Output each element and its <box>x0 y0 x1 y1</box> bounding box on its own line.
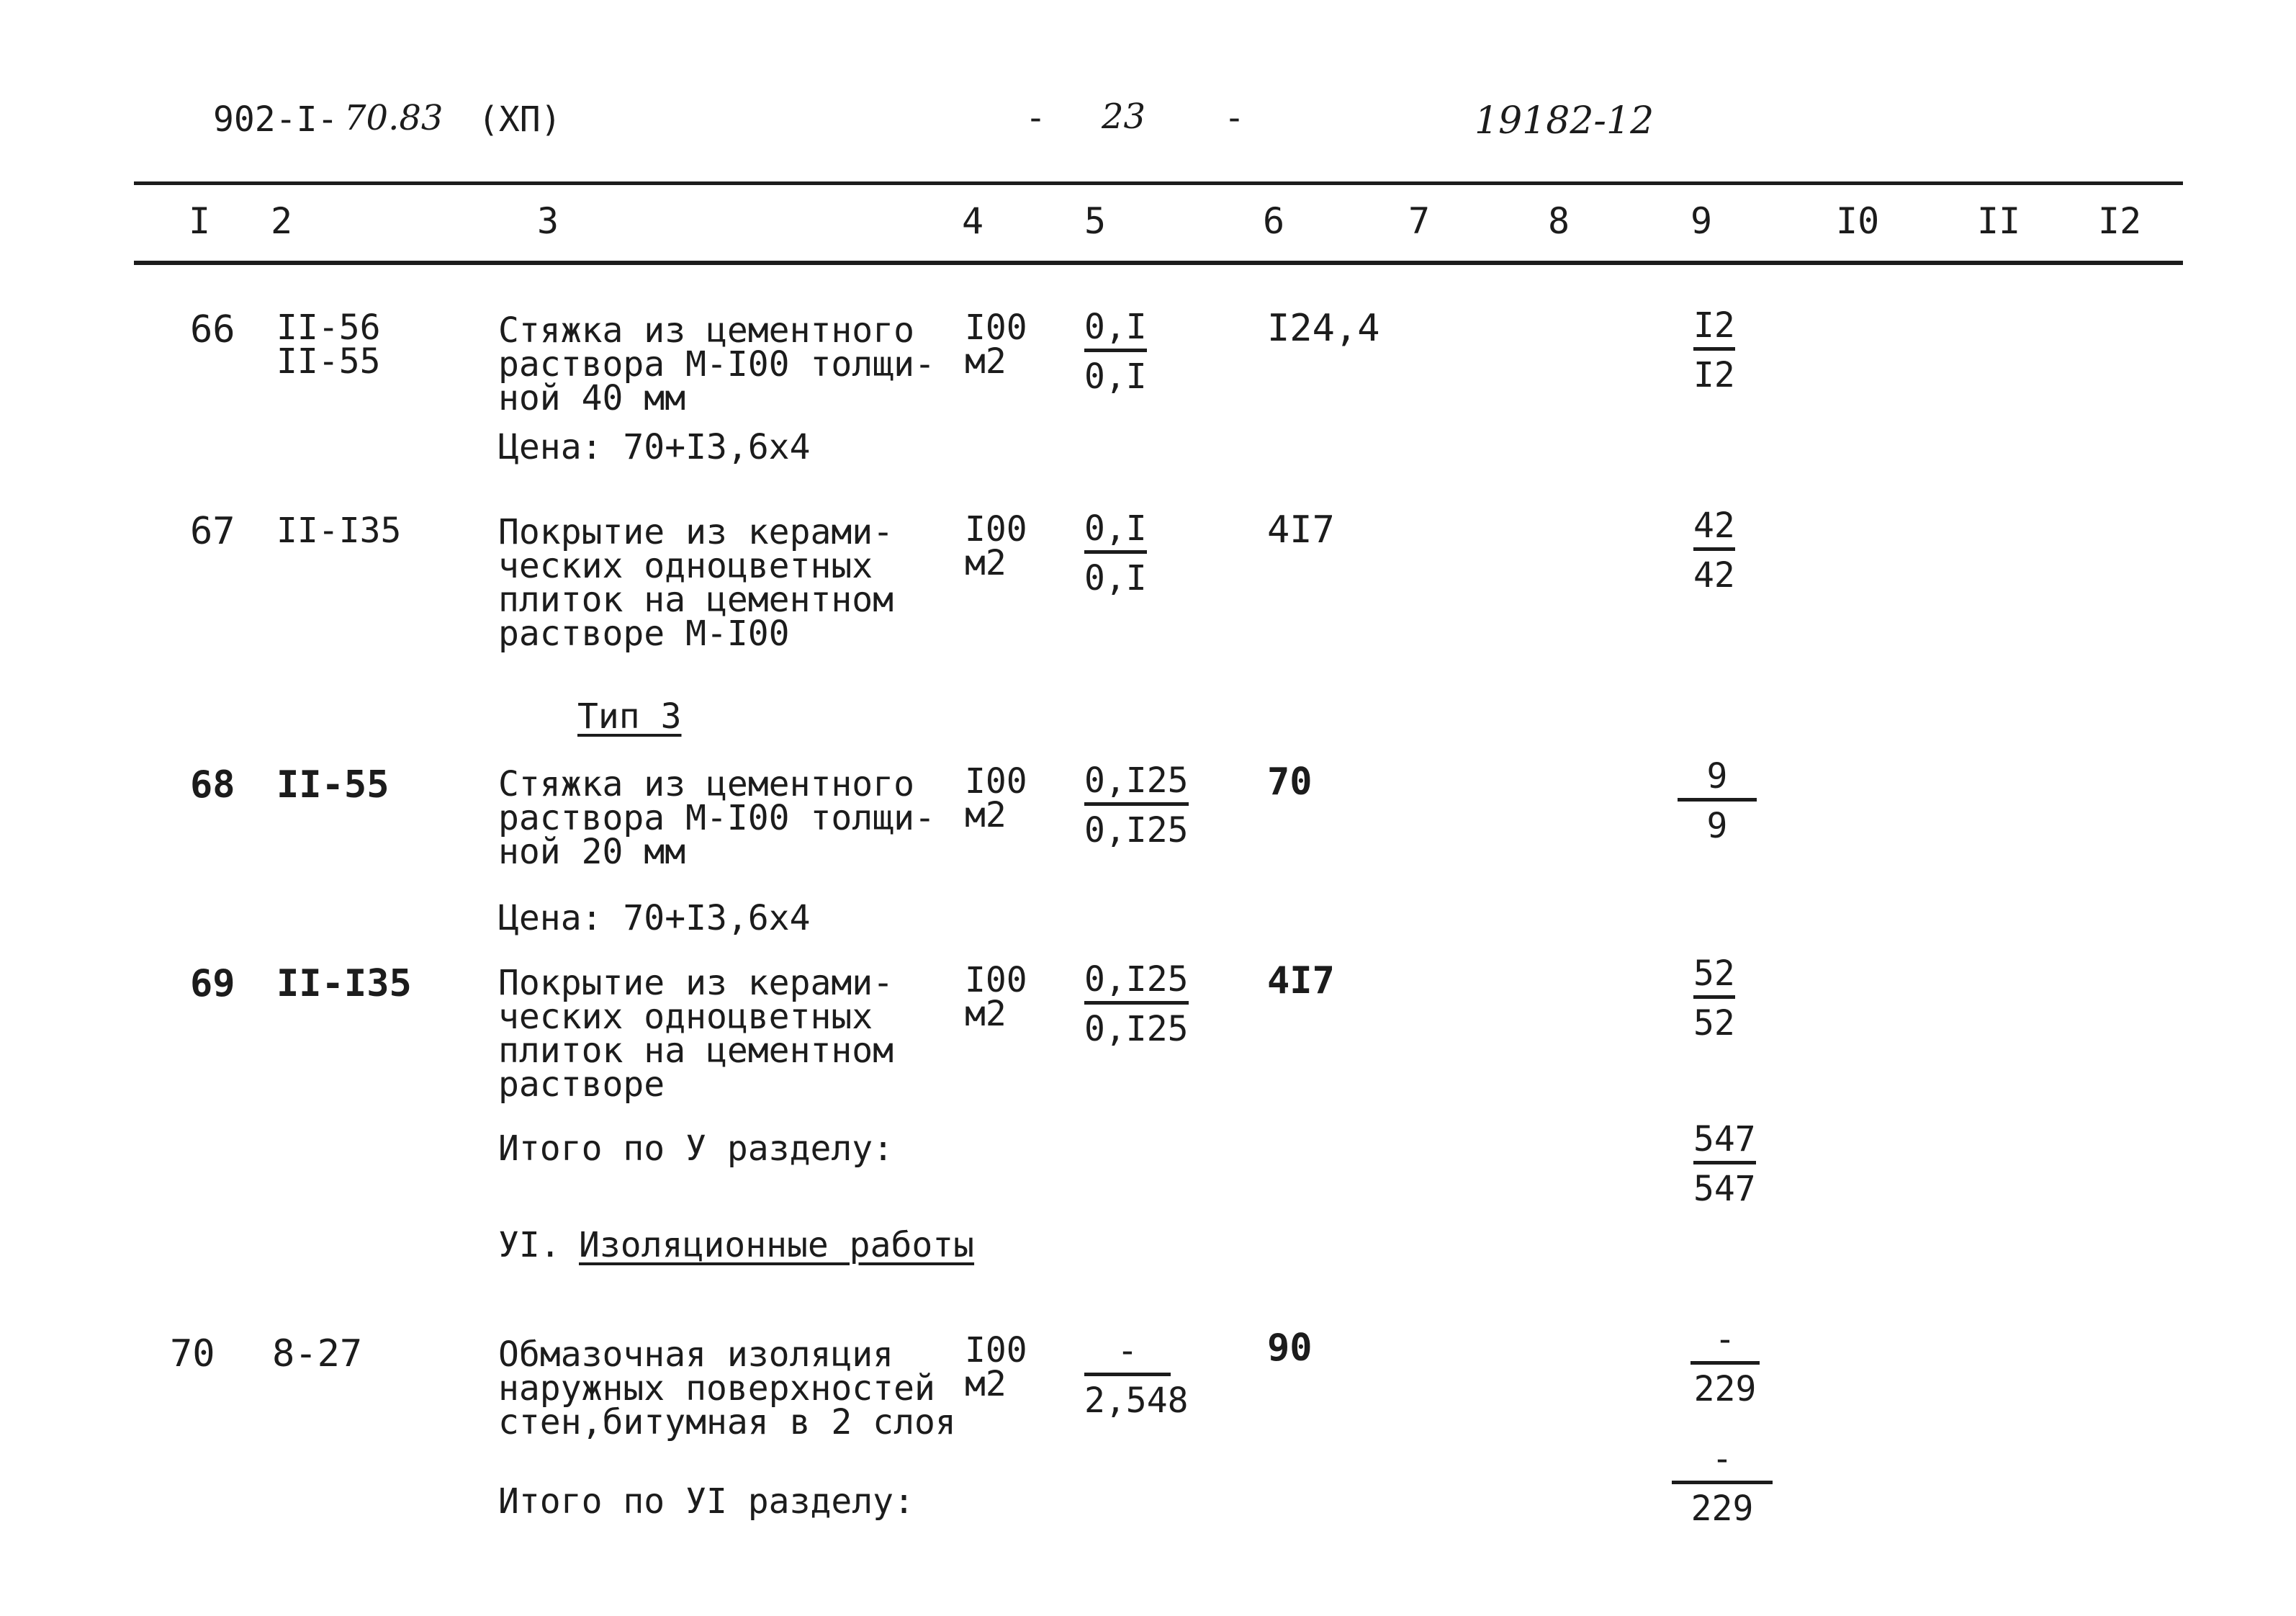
cost-bottom: 52 <box>1693 1003 1735 1043</box>
total-top: - <box>1672 1442 1773 1484</box>
quantity-bottom: 2,548 <box>1084 1381 1189 1421</box>
work-description-line: Обмазочная изоляция <box>498 1334 894 1375</box>
norm-code: II-I35 <box>276 962 412 1005</box>
quantity-fraction <box>1084 307 1147 397</box>
unit-price: I24,4 <box>1267 307 1380 350</box>
work-description-line: плиток на цементном <box>498 580 894 620</box>
column-number: 5 <box>1084 200 1107 242</box>
column-number: I2 <box>2098 200 2142 242</box>
row-number: 69 <box>190 962 235 1005</box>
cost-top: 9 <box>1678 759 1757 802</box>
cost-fraction <box>1691 1319 1760 1409</box>
quantity-top: 0,I25 <box>1084 962 1189 1005</box>
column-number: I <box>189 200 211 242</box>
cost-bottom: 42 <box>1693 555 1735 596</box>
page-dash-left: - <box>1025 98 1046 138</box>
total-label: Итого по У разделу: <box>498 1128 894 1169</box>
unit-line: м2 <box>965 994 1007 1034</box>
section-title: Изоляционные работы <box>579 1225 975 1265</box>
row-number: 67 <box>190 510 235 553</box>
cost-top: I2 <box>1693 308 1735 351</box>
work-description-line: ной 40 мм <box>498 378 686 418</box>
total-label: Итого по УI разделу: <box>498 1481 914 1522</box>
column-number: 2 <box>271 200 293 242</box>
unit-price: 4I7 <box>1267 508 1335 552</box>
work-description-line: раствора М-I00 толщи- <box>498 798 935 838</box>
quantity-fraction <box>1084 760 1189 850</box>
total-top: 547 <box>1693 1122 1756 1164</box>
quantity-bottom: 0,I <box>1084 356 1147 397</box>
total-bottom: 229 <box>1691 1489 1754 1529</box>
norm-code: II-55 <box>276 341 381 382</box>
doc-code: 902-I- <box>213 99 338 140</box>
column-number: 7 <box>1408 200 1431 242</box>
work-description-line: растворе <box>498 1064 665 1105</box>
doc-part: (XП) <box>478 99 562 140</box>
section-number: УI. <box>498 1225 561 1265</box>
cost-bottom: I2 <box>1693 355 1735 395</box>
table-top-rule <box>134 181 2183 185</box>
norm-code: II-56 <box>276 308 381 348</box>
work-description-line: раствора М-I00 толщи- <box>498 344 935 385</box>
unit-line: I00 <box>965 960 1027 1000</box>
work-description-line: стен,битумная в 2 слоя <box>498 1402 956 1442</box>
work-description-line: растворе М-I00 <box>498 614 790 654</box>
cost-top: 42 <box>1693 508 1735 551</box>
total-bottom: 547 <box>1693 1169 1756 1209</box>
unit-line: м2 <box>965 543 1007 583</box>
price-note: Цена: 70+I3,6x4 <box>498 427 811 467</box>
type-heading: Тип 3 <box>577 696 682 737</box>
quantity-bottom: 0,I <box>1084 558 1147 598</box>
unit-line: м2 <box>965 1364 1007 1404</box>
row-number: 70 <box>170 1332 215 1375</box>
unit-line: I00 <box>965 761 1027 802</box>
row-number: 68 <box>190 763 235 807</box>
unit-line: м2 <box>965 795 1007 835</box>
column-number: 6 <box>1263 200 1285 242</box>
norm-code: II-I35 <box>276 511 402 551</box>
cost-bottom: 229 <box>1693 1369 1757 1409</box>
work-description-line: ческих одноцветных <box>498 997 873 1037</box>
unit-price: 4I7 <box>1267 959 1335 1002</box>
quantity-bottom: 0,I25 <box>1084 810 1189 850</box>
price-note: Цена: 70+I3,6x4 <box>498 898 811 938</box>
page-number: 23 <box>1102 96 1146 137</box>
column-number: 3 <box>537 200 559 242</box>
cost-fraction <box>1693 506 1735 596</box>
work-description-line: Покрытие из керами- <box>498 512 894 552</box>
quantity-top: 0,I25 <box>1084 763 1189 806</box>
cost-bottom: 9 <box>1706 806 1728 846</box>
unit-price: 90 <box>1267 1327 1313 1370</box>
work-description-line: ной 20 мм <box>498 832 686 872</box>
quantity-top: 0,I <box>1084 310 1147 352</box>
cost-top: 52 <box>1693 956 1735 999</box>
column-number: II <box>1977 200 2021 242</box>
unit-price: 70 <box>1267 760 1313 804</box>
unit-line: I00 <box>965 509 1027 549</box>
quantity-fraction <box>1084 508 1147 598</box>
quantity-bottom: 0,I25 <box>1084 1009 1189 1049</box>
quantity-top: - <box>1084 1334 1171 1376</box>
column-number: 8 <box>1548 200 1570 242</box>
table-header-rule <box>134 261 2183 265</box>
total-fraction <box>1672 1439 1773 1529</box>
cost-fraction <box>1678 756 1757 846</box>
column-number: 4 <box>962 200 984 242</box>
unit-line: I00 <box>965 1330 1027 1370</box>
norm-code: 8-27 <box>272 1332 363 1375</box>
work-description-line: наружных поверхностей <box>498 1368 935 1409</box>
row-number: 66 <box>190 308 235 351</box>
archive-number: 19182-12 <box>1475 99 1655 143</box>
page-dash-right: - <box>1224 98 1245 138</box>
column-number: I0 <box>1836 200 1880 242</box>
cost-fraction <box>1693 953 1735 1043</box>
cost-fraction <box>1693 305 1735 395</box>
cost-top: - <box>1691 1322 1760 1365</box>
work-description-line: плиток на цементном <box>498 1031 894 1071</box>
unit-line: I00 <box>965 308 1027 348</box>
quantity-fraction <box>1084 1331 1189 1421</box>
work-description-line: ческих одноцветных <box>498 546 873 586</box>
work-description-line: Стяжка из цементного <box>498 310 914 351</box>
quantity-top: 0,I <box>1084 511 1147 554</box>
doc-code-handwritten: 70.83 <box>344 98 444 138</box>
unit-line: м2 <box>965 341 1007 382</box>
work-description-line: Стяжка из цементного <box>498 764 914 804</box>
norm-code: II-55 <box>276 763 390 807</box>
total-fraction <box>1693 1119 1756 1209</box>
work-description-line: Покрытие из керами- <box>498 963 894 1003</box>
column-number: 9 <box>1691 200 1713 242</box>
quantity-fraction <box>1084 959 1189 1049</box>
